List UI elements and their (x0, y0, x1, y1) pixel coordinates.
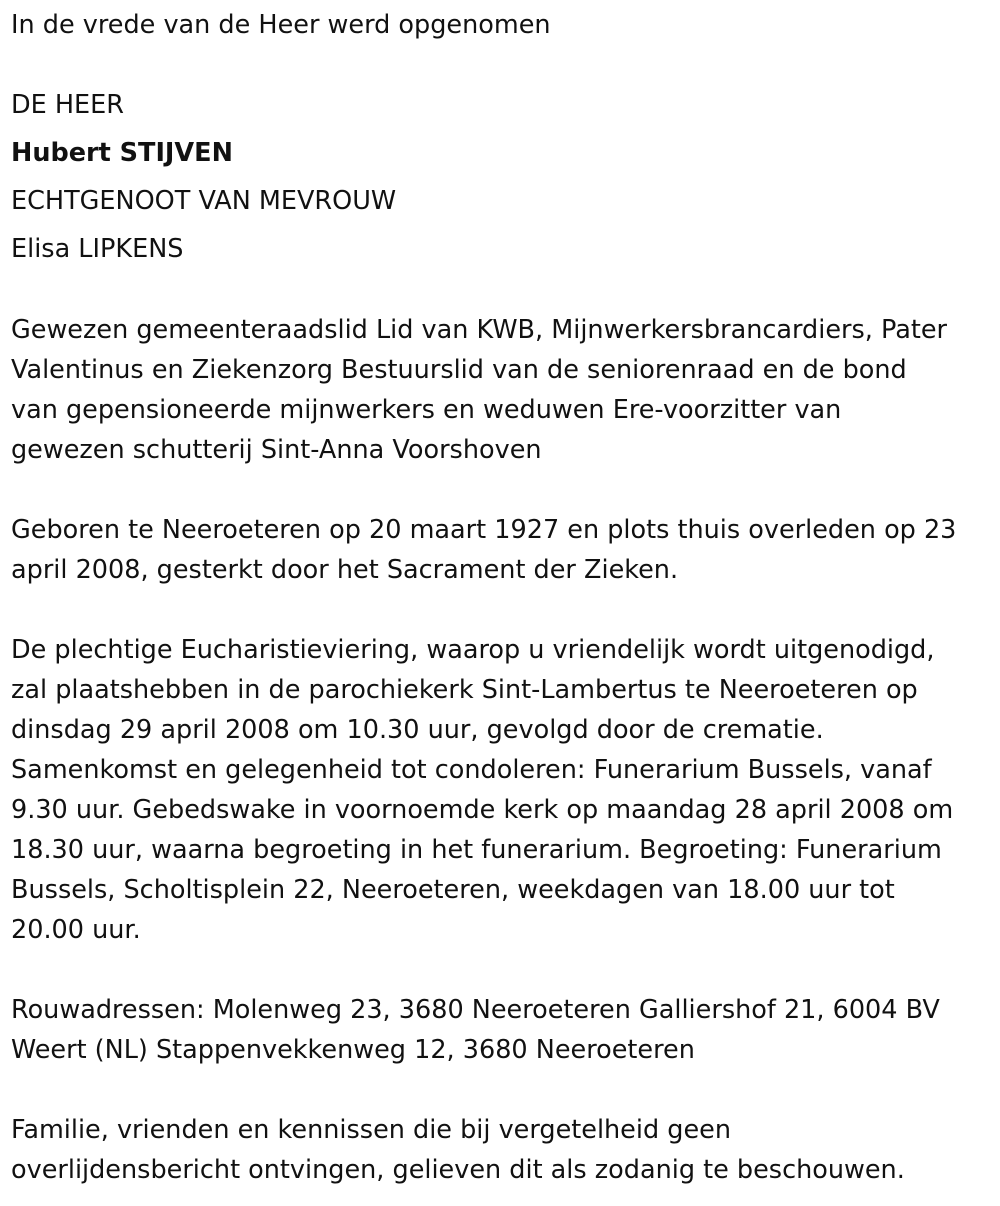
ceremony-line: 18.30 uur, waarna begroeting in het funerarium. Begroeting: Funerarium (11, 835, 942, 865)
intro-text: In de vrede van de Heer werd opgenomen (11, 10, 551, 40)
addresses-line: Rouwadressen: Molenweg 23, 3680 Neeroeteren Galliershof 21, 6004 BV (11, 995, 940, 1025)
ceremony-line: 9.30 uur. Gebedswake in voornoemde kerk op maandag 28 april 2008 om (11, 795, 954, 825)
functions-line: van gepensioneerde mijnwerkers en weduwen Ere-voorzitter van (11, 395, 842, 425)
functions-line: gewezen schutterij Sint-Anna Voorshoven (11, 435, 542, 465)
closing-line: overlijdensbericht ontvingen, gelieven dit als zodanig te beschouwen. (11, 1155, 905, 1185)
title-prefix: DE HEER (11, 90, 124, 120)
ceremony-line: 20.00 uur. (11, 915, 141, 945)
functions-line: Valentinus en Ziekenzorg Bestuurslid van de seniorenraad en de bond (11, 355, 907, 385)
birth-death-line: Geboren te Neeroeteren op 20 maart 1927 en plots thuis overleden op 23 (11, 515, 957, 545)
addresses-line: Weert (NL) Stappenvekkenweg 12, 3680 Neeroeteren (11, 1035, 695, 1065)
birth-death-line: april 2008, gesterkt door het Sacrament der Zieken. (11, 555, 679, 585)
closing-line: Familie, vrienden en kennissen die bij vergetelheid geen (11, 1115, 731, 1145)
ceremony-line: Samenkomst en gelegenheid tot condoleren: Funerarium Bussels, vanaf (11, 755, 932, 785)
ceremony-line: Bussels, Scholtisplein 22, Neeroeteren, weekdagen van 18.00 uur tot (11, 875, 895, 905)
relation-text: ECHTGENOOT VAN MEVROUW (11, 186, 397, 216)
ceremony-line: dinsdag 29 april 2008 om 10.30 uur, gevolgd door de crematie. (11, 715, 824, 745)
spouse-name: Elisa LIPKENS (11, 234, 184, 264)
ceremony-line: De plechtige Eucharistieviering, waarop u vriendelijk wordt uitgenodigd, (11, 635, 935, 665)
functions-line: Gewezen gemeenteraadslid Lid van KWB, Mijnwerkersbrancardiers, Pater (11, 315, 948, 345)
deceased-name: Hubert STIJVEN (11, 138, 233, 168)
ceremony-line: zal plaatshebben in de parochiekerk Sint-Lambertus te Neeroeteren op (11, 675, 918, 705)
